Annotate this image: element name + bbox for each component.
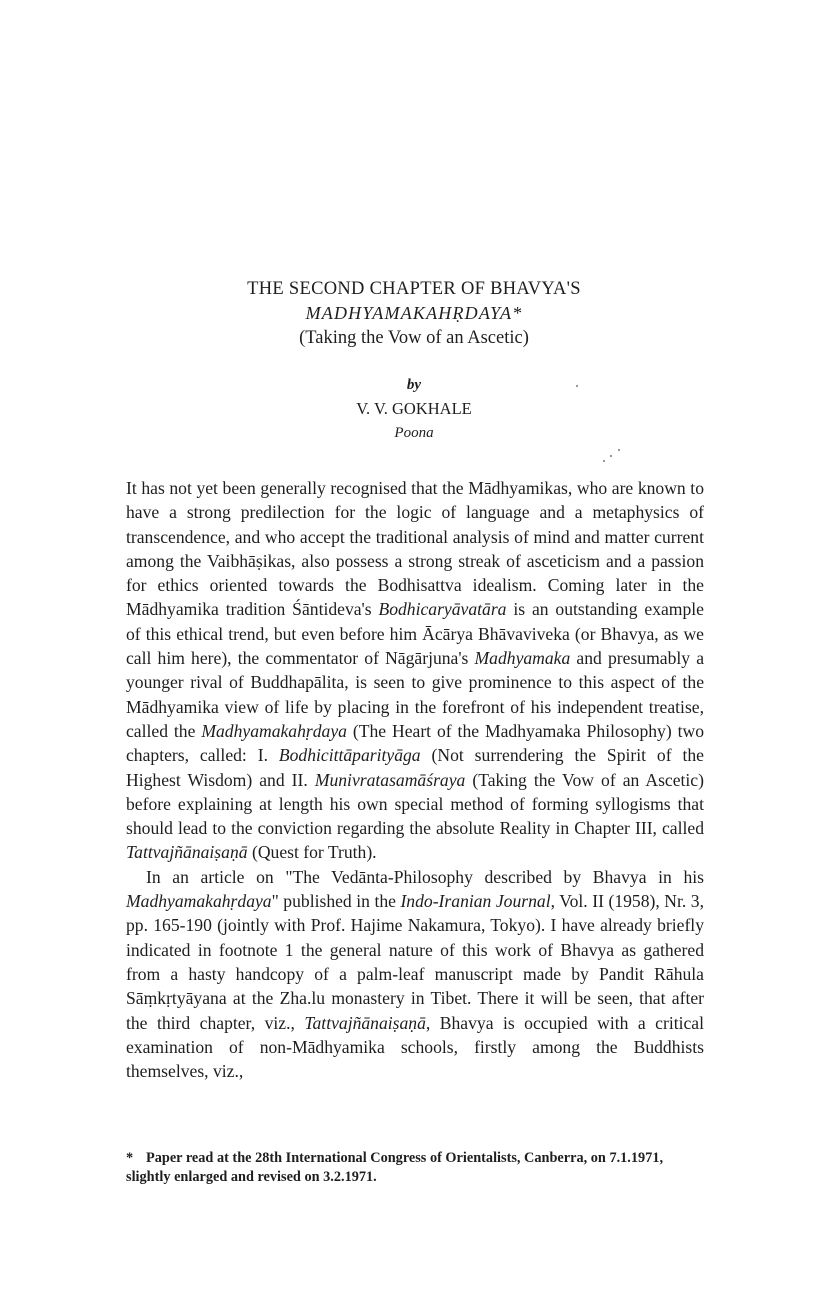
- author-name: V. V. GOKHALE: [356, 399, 472, 418]
- italic-term: Madhyamakahṛdaya: [201, 720, 347, 741]
- italic-term: Indo-Iranian Journal: [400, 891, 551, 912]
- italic-term: Madhyamaka: [474, 648, 571, 669]
- footnote-mark: *: [126, 1150, 134, 1166]
- paper-title-line-1: THE SECOND CHAPTER OF BHAVYA'S: [247, 279, 581, 299]
- italic-term: Tattvajñānaiṣaṇā: [126, 842, 248, 863]
- text-run: In an article on "The Vedānta-Philosophy described by Bhavya in his: [146, 866, 704, 887]
- text-run: (Not surrendering the Spirit of the Highest Wisdom) and II.: [126, 745, 704, 790]
- by-line: by: [406, 377, 422, 393]
- italic-term: Madhyamakahṛdaya: [126, 891, 272, 912]
- footnote-text: Paper read at the 28th International Congress of Orientalists, Canberra, on 7.1.1971, slightly enlarged and revised on 3.2.1971.: [126, 1150, 664, 1185]
- paper-subtitle: (Taking the Vow of an Ascetic): [299, 328, 529, 348]
- text-run: , Vol. II (1958), Nr. 3, pp. 165-190 (jointly with Prof. Hajime Nakamura, Tokyo). I have already briefly indicated in footnote 1 the general nature of this work of Bhavya as gathered from a hasty handcopy of a palm-leaf manuscript made by Pandit Rāhula Sāṃkṛtyāyana at the Zha.lu monastery in Tibet. There it will be seen, that after the third chapter, viz.,: [126, 891, 704, 1033]
- body-text: [126, 476, 704, 1083]
- paragraph-2: [126, 865, 704, 1084]
- author-affiliation: Poona: [394, 425, 434, 441]
- scan-speck: [618, 449, 620, 451]
- text-run: (The Heart of the Madhyamaka Philosophy) two chapters, called: I.: [126, 720, 704, 766]
- italic-term: Munivratasamāśraya: [314, 769, 466, 790]
- text-run: , Bhavya is occupied with a critical examination of non-Mādhyamika schools, firstly among the Buddhists themselves, viz.,: [126, 1012, 704, 1082]
- text-run: It has not yet been generally recognised that the Mādhyamikas, who are known to have a strong predilection for the logic of language and a metaphysics of transcendence, and who accept the traditional analysis of mind and matter current among the Vaibhāṣikas, also possess a strong streak of asceticism and a passion for ethics oriented towards the Bodhisattva idealism. Coming later in the Mādhyamika tradition Śāntideva's: [126, 478, 704, 620]
- italic-term: Tattvajñānaiṣaṇā: [304, 1012, 426, 1033]
- italic-term: Bodhicaryāvatāra: [378, 599, 507, 620]
- text-run: (Taking the Vow of an Ascetic) before explaining at length his own special method of forming syllogisms that should lead to the conviction regarding the absolute Reality in Chapter III, called: [126, 769, 704, 839]
- scan-speck: [603, 460, 605, 462]
- text-run: " published in the: [271, 891, 401, 912]
- italic-term: Bodhicittāparityāga: [278, 745, 421, 766]
- paper-title-line-2: MADHYAMAKAHṚDAYA*: [305, 303, 523, 323]
- footnote: [126, 1149, 706, 1187]
- paragraph-1: [126, 476, 704, 865]
- text-run: and presumably a younger rival of Buddhapālita, is seen to give prominence to this aspect of the Mādhyamika view of life by placing in the forefront of his independent treatise, called the: [126, 648, 705, 741]
- scan-speck: [576, 385, 578, 387]
- text-run: (Quest for Truth).: [247, 842, 377, 863]
- text-run: is an outstanding example of this ethical trend, but even before him Ācārya Bhāvaviveka (or Bhavya, as we call him here), the commentator of Nāgārjuna's: [126, 599, 704, 669]
- scan-speck: [610, 455, 612, 457]
